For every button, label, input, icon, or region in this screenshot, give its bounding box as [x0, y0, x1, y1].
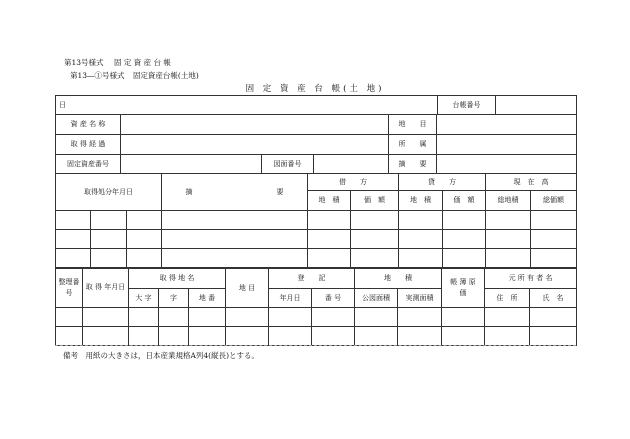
date-label: 日 — [56, 96, 463, 115]
credit-price-header: 価 額 — [443, 191, 486, 211]
total-area-header: 総地積 — [486, 191, 531, 211]
form-heading-1 — [64, 57, 171, 68]
summary-field[interactable] — [437, 155, 577, 174]
debit-area-header: 地 積 — [308, 191, 351, 211]
land-detail-table — [55, 268, 577, 346]
registry-header: 登 記 — [269, 269, 355, 289]
form-number: 第13号様式 — [64, 58, 104, 67]
summary-label: 摘 要 — [389, 155, 437, 174]
ledger-number-label: 台帳番号 — [438, 96, 496, 115]
acq-lot-header: 取 得 地 名 — [129, 269, 226, 289]
drawing-number-label: 図面番号 — [262, 155, 314, 174]
acq-date-header-2: 取 得 年月日 — [83, 269, 129, 308]
subform-number: 第13―①号様式 — [70, 71, 125, 80]
aza-header: 字 — [159, 289, 189, 308]
former-owner-header: 元 所 有 者 名 — [485, 269, 577, 289]
ledger-title: 固 定 資 産 台 帳(土 地) — [0, 82, 630, 94]
table-row[interactable] — [56, 249, 577, 268]
table-row[interactable] — [56, 230, 577, 249]
lot-no-header: 地 番 — [189, 289, 226, 308]
total-price-header: 総価額 — [531, 191, 577, 211]
credit-area-header: 地 積 — [399, 191, 443, 211]
debit-price-header: 価 額 — [351, 191, 399, 211]
table-row[interactable] — [56, 308, 577, 327]
subform-title: 固定資産台帳(土地) — [132, 71, 199, 80]
summary-header: 摘 要 — [162, 174, 308, 211]
asset-name-label: 資 産 名 称 — [56, 115, 121, 135]
land-category-label: 地 目 — [389, 115, 437, 135]
ledger-no-table — [437, 95, 577, 115]
belonging-field[interactable] — [437, 135, 577, 155]
acquisition-label: 取 得 経 過 — [56, 135, 121, 155]
name-header: 氏 名 — [530, 289, 577, 308]
category-header: 地 目 — [226, 269, 269, 308]
remarks-note: 備考 用紙の大きさは，日本産業規格A列4(縦長)とする。 — [63, 351, 260, 360]
page-cut-line — [55, 345, 576, 348]
current-header: 現 在 高 — [486, 174, 577, 191]
asset-number-label: 固定資産番号 — [56, 155, 121, 174]
oaza-header: 大 字 — [129, 289, 159, 308]
debit-header: 借 方 — [308, 174, 399, 191]
public-area-header: 公図面積 — [355, 289, 398, 308]
land-category-field[interactable] — [437, 115, 577, 135]
acq-date-header: 取得処分年月日 — [56, 174, 162, 211]
drawing-number-field[interactable] — [314, 155, 389, 174]
acquisition-field[interactable] — [121, 135, 389, 155]
transactions-table — [55, 173, 577, 268]
asset-name-field[interactable] — [121, 115, 389, 135]
table-row[interactable] — [56, 327, 577, 346]
ledger-number-field[interactable] — [496, 96, 577, 115]
belonging-label: 所 属 — [389, 135, 437, 155]
table-row[interactable] — [56, 211, 577, 230]
form-heading-2 — [70, 70, 199, 81]
credit-header: 貸 方 — [399, 174, 486, 191]
reg-date-header: 年月日 — [269, 289, 312, 308]
book-value-header: 帳 簿 原 価 — [442, 269, 485, 308]
asset-info-table — [55, 114, 577, 174]
land-area-header: 地 積 — [355, 269, 442, 289]
asset-number-field[interactable] — [121, 155, 262, 174]
serial-header: 整理番号 — [56, 269, 83, 308]
survey-area-header: 実測面積 — [398, 289, 442, 308]
form-title: 固 定 資 産 台 帳 — [113, 58, 171, 67]
address-header: 住 所 — [485, 289, 530, 308]
reg-no-header: 番 号 — [312, 289, 355, 308]
